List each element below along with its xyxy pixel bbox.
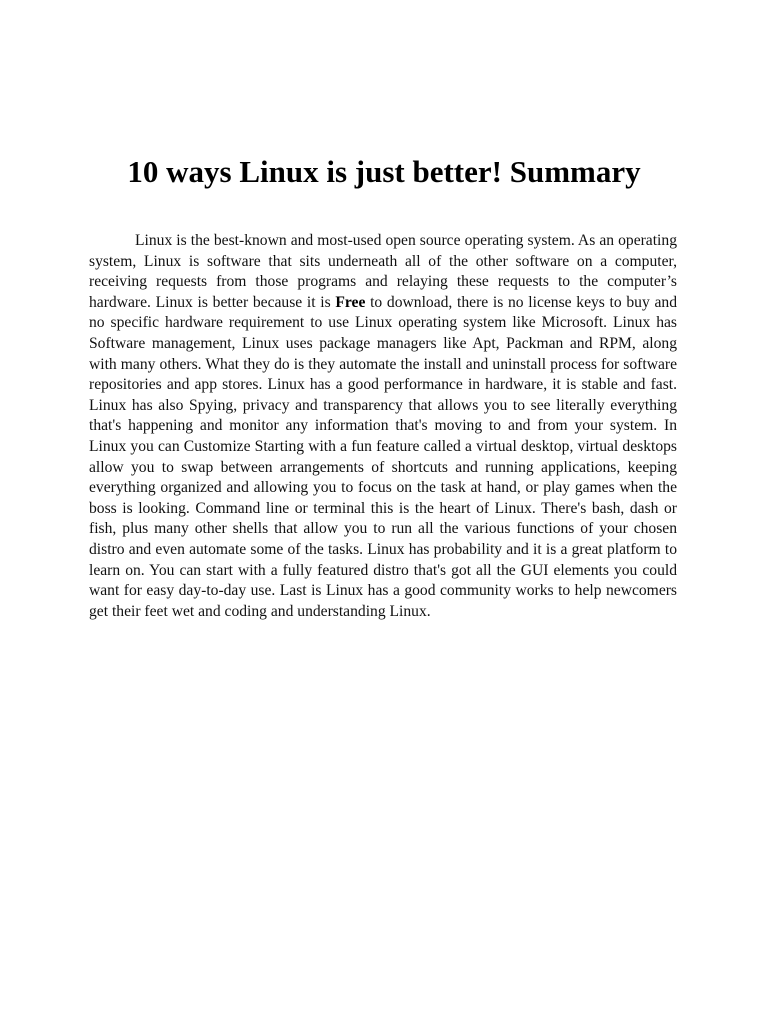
paragraph-bold-word: Free bbox=[335, 293, 366, 311]
document-title: 10 ways Linux is just better! Summary bbox=[127, 154, 641, 189]
summary-paragraph bbox=[89, 231, 677, 622]
paragraph-text-part-2: to download, there is no license keys to buy and no specific hardware requirement to use Linux operating system like Microsoft. Linux has Software management, Linux uses package managers like Apt, Packman and RPM, along with many others. What they do is they automate the install and uninstall process for software repositories and app stores. Linux has a good performance in hardware, it is stable and fast. Linux has also Spying, privacy and transparency that allows you to see literally everything that's happening and monitor any information that's moving to and from your system. In Linux you can Customize Starting with a fun feature called a virtual desktop, virtual desktops allow you to swap between arrangements of shortcuts and running applications, keeping everything organized and allowing you to focus on the task at hand, or play games when the boss is looking. Command line or terminal this is the heart of Linux. There's bash, dash or fish, plus many other shells that allow you to run all the various functions of your chosen distro and even automate some of the tasks. Linux has probability and it is a great platform to learn on. You can start with a fully featured distro that's got all the GUI elements you could want for easy day-to-day use. Last is Linux has a good community works to help newcomers get their feet wet and coding and understanding Linux. bbox=[89, 293, 677, 620]
paragraph-text-part-1: Linux is the best-known and most-used open source operating system. As an operating system, Linux is software that sits underneath all of the other software on a computer, receiving requests from those programs and relaying these requests to the computer’s hardware. Linux is better because it is bbox=[89, 232, 677, 311]
